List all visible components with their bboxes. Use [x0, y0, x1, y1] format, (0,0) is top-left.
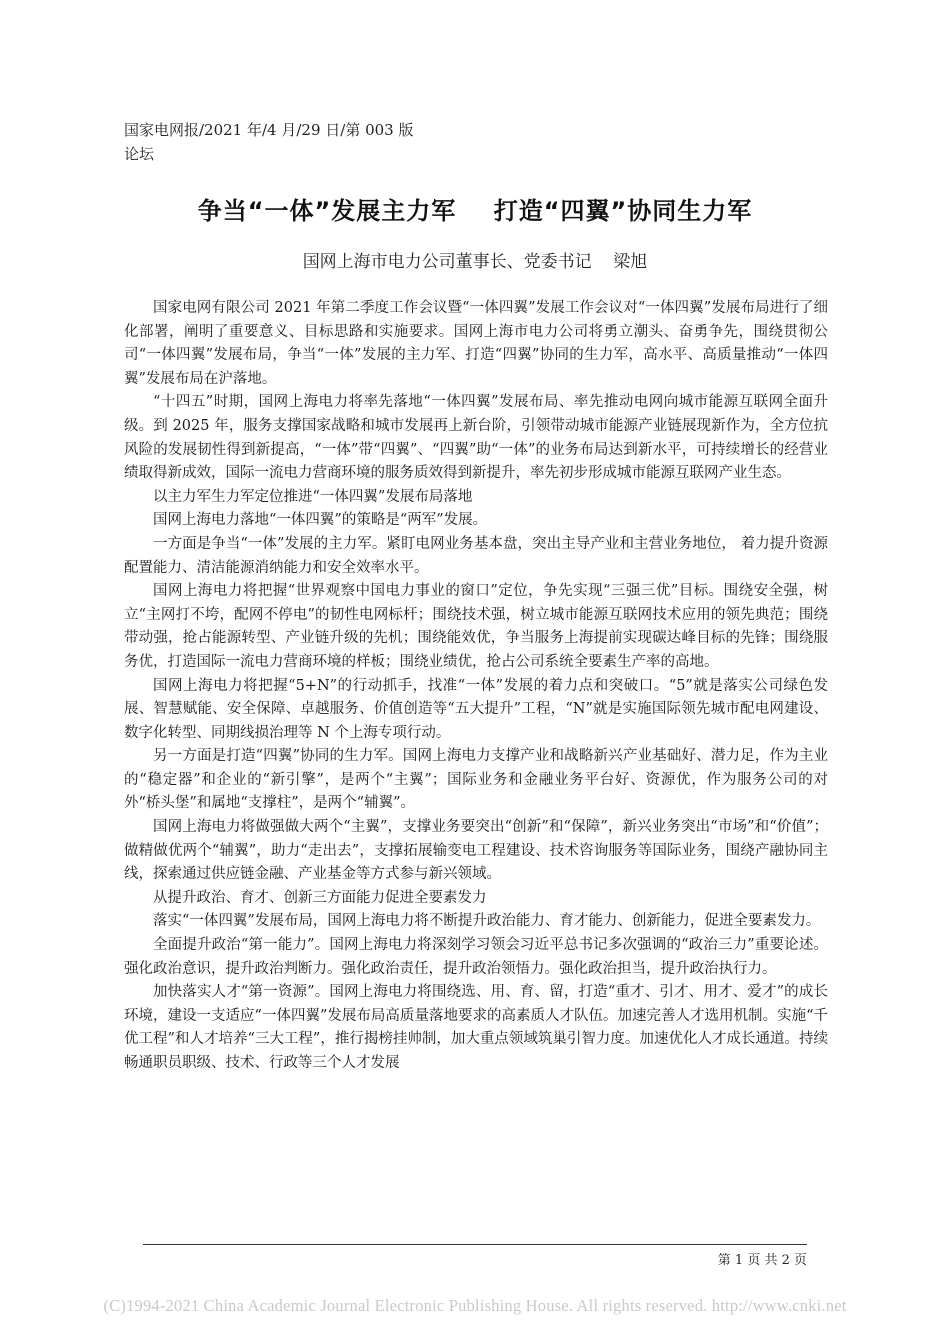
paragraph: 加快落实人才“第一资源”。国网上海电力将围绕选、用、育、留，打造“重才、引才、用才、爱才”的成长环境，建设一支适应“一体四翼”发展布局高质量落地要求的高素质人才队伍。加速完善人才选用机制。实施“千优工程”和人才培养“三大工程”，推行揭榜挂帅制，加大重点领域筑巢引智力度。加速优化人才成长通道。持续畅通职员职级、技术、行政等三个人才发展: [124, 984, 828, 1071]
section-heading: 以主力军生力军定位推进“一体四翼”发展布局落地: [153, 488, 473, 505]
paragraph: 国网上海电力将把握“世界观察中国电力事业的窗口”定位，争先实现“三强三优”目标。围绕安全强，树立“主网打不垮，配网不停电”的韧性电网标杆；围绕技术强，树立城市能源互联网技术应用的领先典范；围绕带动强，抢占能源转型、产业链升级的先机；围绕能效优，争当服务上海提前实现碳达峰目标的先锋；围绕服务优，打造国际一流电力营商环境的样板；围绕业绩优，抢占公司系统全要素生产率的高地。: [124, 583, 828, 670]
paragraph: 一方面是争当“一体”发展的主力军。紧盯电网业务基本盘，突出主导产业和主营业务地位， 着力提升资源配置能力、清洁能源消纳能力和安全效率水平。: [124, 535, 828, 576]
paragraph: 另一方面是打造“四翼”协同的生力军。国网上海电力支撑产业和战略新兴产业基础好、潜力足，作为主业的“稳定器”和企业的“新引擎”，是两个“主翼”；国际业务和金融业务平台好、资源优，作为服务公司的对外“桥头堡”和属地“支撑柱”，是两个“辅翼”。: [124, 748, 828, 812]
source-info: [124, 118, 414, 166]
page-number: 第 1 页 共 2 页: [717, 1253, 807, 1268]
footer-divider: [143, 1244, 807, 1245]
paragraph: 落实“一体四翼”发展布局，国网上海电力将不断提升政治能力、育才能力、创新能力，促进全要素发力。: [153, 913, 821, 930]
paragraph: 国网上海电力落地“一体四翼”的策略是“两军”发展。: [153, 512, 488, 529]
publication-line: 国家电网报/2021 年/4 月/29 日/第 003 版: [124, 121, 414, 139]
article-body: [124, 297, 828, 1076]
article-title: 争当“一体”发展主力军 打造“四翼”协同生力军: [197, 197, 753, 225]
copyright-watermark: (C)1994-2021 China Academic Journal Electronic Publishing House. All rights reserved. http://www.cnki.net: [103, 1296, 847, 1315]
paragraph: 国网上海电力将做强做大两个“主翼”，支撑业务要突出“创新”和“保障”，新兴业务突出“市场”和“价值”；做精做优两个“辅翼”，助力“走出去”，支撑拓展输变电工程建设、技术咨询服务等国际业务，围绕产融协同主线，探索通过供应链金融、产业基金等方式参与新兴领域。: [124, 819, 828, 883]
section-heading: 从提升政治、育才、创新三方面能力促进全要素发力: [153, 889, 487, 906]
article-byline: 国网上海市电力公司董事长、党委书记 梁旭: [302, 252, 648, 272]
paragraph: “十四五”时期，国网上海电力将率先落地“一体四翼”发展布局、率先推动电网向城市能源互联网全面升级。到 2025 年，服务支撑国家战略和城市发展再上新台阶，引领带动城市能源产业链展现新作为，全方位抗风险的发展韧性得到新提高，“一体”带“四翼”、“四翼”助“一体”的业务布局达到新水平，可持续增长的经营业绩取得新成效，国际一流电力营商环境的服务质效得到新提升，率先初步形成城市能源互联网产业生态。: [124, 394, 828, 482]
paragraph: 全面提升政治“第一能力”。国网上海电力将深刻学习领会习近平总书记多次强调的“政治三力”重要论述。强化政治意识，提升政治判断力。强化政治责任，提升政治领悟力。强化政治担当，提升政治执行力。: [124, 937, 828, 977]
section-label: 论坛: [124, 145, 155, 163]
paragraph: 国家电网有限公司 2021 年第二季度工作会议暨“一体四翼”发展工作会议对“一体四翼”发展布局进行了细化部署，阐明了重要意义、目标思路和实施要求。国网上海市电力公司将勇立潮头、奋勇争先，围绕贯彻公司“一体四翼”发展布局，争当“一体”发展的主力军、打造“四翼”协同的生力军，高水平、高质量推动“一体四翼”发展布局在沪落地。: [124, 300, 828, 387]
paragraph: 国网上海电力将把握“5+N”的行动抓手，找准“一体”发展的着力点和突破口。“5”就是落实公司绿色发展、智慧赋能、安全保障、卓越服务、价值创造等“五大提升”工程，“N”就是实施国际领先城市配电网建设、数字化转型、同期线损治理等 N 个上海专项行动。: [124, 677, 828, 741]
